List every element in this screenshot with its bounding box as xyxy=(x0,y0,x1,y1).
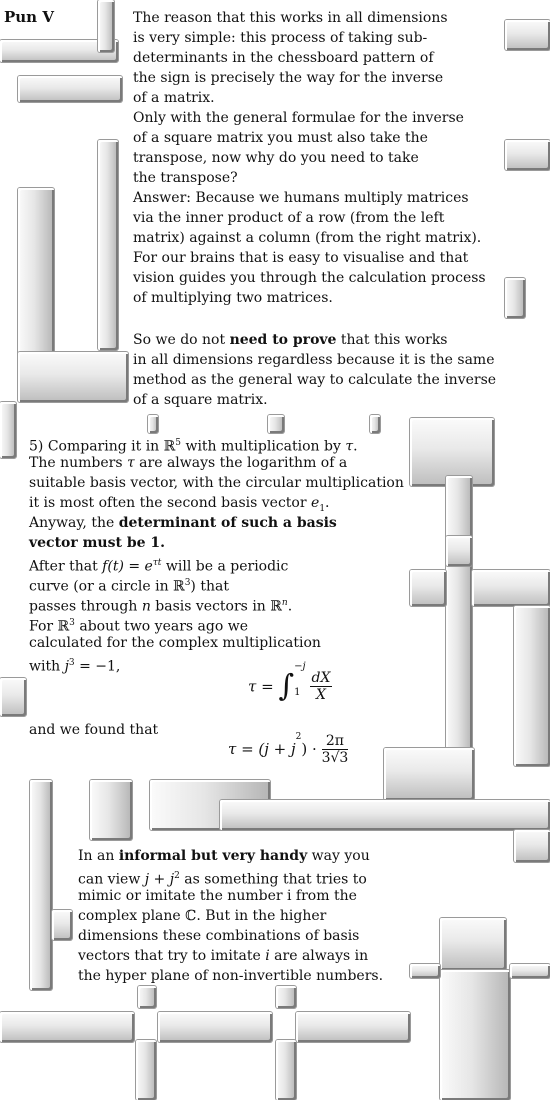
superscript: 5 xyxy=(175,438,182,448)
text-line: via the inner product of a row (from the left xyxy=(133,210,445,226)
fraction-numerator: 2π xyxy=(322,733,349,750)
bevel-bar xyxy=(510,964,550,978)
fraction xyxy=(310,670,333,703)
superscript: n xyxy=(281,598,288,608)
text-fragment: with multiplication by xyxy=(181,438,346,455)
bevel-bar xyxy=(0,1012,134,1042)
text-line xyxy=(29,553,404,573)
text-fragment: . But in the higher xyxy=(196,908,327,924)
text-line: in all dimensions regardless because it is the same xyxy=(133,352,495,368)
bold-phrase: informal but very handy xyxy=(118,848,308,864)
radicand: 3 xyxy=(339,749,349,766)
text-line: the sign is precisely the way for the inverse xyxy=(133,70,444,86)
text-fragment: = −1, xyxy=(74,658,121,675)
bevel-bar xyxy=(220,800,550,830)
text-line xyxy=(133,330,496,350)
equation-lhs: τ = xyxy=(248,677,274,696)
text-line: matrix) against a column (from the right matrix). xyxy=(133,230,482,246)
text-line xyxy=(29,513,404,533)
bevel-bar xyxy=(410,964,440,978)
text-fragment: will be a periodic xyxy=(161,558,289,575)
bevel-bar xyxy=(440,918,506,970)
fraction-numerator: dX xyxy=(311,670,331,686)
bevel-bar xyxy=(136,1040,156,1100)
math-symbol: i xyxy=(265,948,270,964)
text-line: determinants in the chessboard pattern of xyxy=(133,50,434,66)
math-symbol: ℂ xyxy=(185,908,197,924)
bevel-bar xyxy=(505,278,525,318)
text-fragment: are always in xyxy=(269,948,369,964)
text-line: dimensions these combinations of basis xyxy=(78,928,360,944)
text-fragment: complex plane xyxy=(78,908,186,924)
paragraph-informal-view xyxy=(78,846,383,986)
text-fragment: So we do not xyxy=(133,332,230,348)
text-fragment: way you xyxy=(307,848,370,864)
text-line xyxy=(29,653,404,673)
math-expression: j + j xyxy=(144,871,175,888)
paragraph-matrix-inverse xyxy=(133,8,486,308)
text-fragment: . xyxy=(325,495,330,511)
bevel-bar xyxy=(440,970,510,1100)
bold-phrase: vector must be 1. xyxy=(29,535,166,551)
text-fragment: that this works xyxy=(336,332,448,348)
text-line: of a square matrix. xyxy=(133,392,268,408)
text-fragment: with xyxy=(29,658,65,675)
text-line: transpose, now why do you need to take xyxy=(133,150,419,166)
text-line: mimic or imitate the number i from the xyxy=(78,888,357,904)
bevel-bar xyxy=(514,830,550,862)
bevel-bar xyxy=(90,780,132,840)
text-fragment: it is most often the second basis vector xyxy=(29,495,312,511)
superscript: 3 xyxy=(69,618,75,628)
math-symbol: ℝ xyxy=(57,618,70,635)
bevel-bar xyxy=(18,76,122,102)
denominator-radical: 3√ xyxy=(321,749,340,766)
text-fragment: about two years ago we xyxy=(74,618,248,635)
text-line: vision guides you through the calculation process xyxy=(133,270,486,286)
text-line: For our brains that is easy to visualise and that xyxy=(133,250,469,266)
text-fragment: After that xyxy=(29,558,103,575)
bevel-bar xyxy=(158,1012,272,1042)
superscript: 2 xyxy=(174,871,180,881)
text-line: is very simple: this process of taking sub- xyxy=(133,30,428,46)
text-line: calculated for the complex multiplication xyxy=(29,635,321,651)
bold-phrase: need to prove xyxy=(229,332,337,348)
text-fragment: basis vectors in xyxy=(150,598,271,615)
text-fragment: ) that xyxy=(190,578,229,595)
equation-lhs: τ = (j + j xyxy=(228,740,296,758)
bevel-bar xyxy=(18,352,128,402)
text-line xyxy=(29,593,404,613)
text-fragment: . xyxy=(287,598,293,615)
bevel-bar xyxy=(276,986,296,1008)
text-line: Answer: Because we humans multiply matrices xyxy=(133,190,469,206)
text-line xyxy=(29,493,404,513)
text-fragment: can view xyxy=(78,871,145,888)
text-line: the transpose? xyxy=(133,170,238,186)
text-line xyxy=(78,906,383,926)
bevel-bar xyxy=(296,1012,410,1042)
bevel-bar xyxy=(268,415,284,433)
bevel-bar xyxy=(505,20,550,50)
bevel-bar xyxy=(0,402,16,458)
bevel-bar xyxy=(98,0,114,52)
bevel-bar xyxy=(514,606,550,766)
text-found-that: and we found that xyxy=(29,722,159,738)
text-line: of multiplying two matrices. xyxy=(133,290,333,306)
text-line: The reason that this works in all dimensions xyxy=(133,10,448,26)
text-fragment: For xyxy=(29,618,58,635)
text-fragment: curve (or a circle in xyxy=(29,578,174,595)
math-expression: f(t) = e xyxy=(102,558,153,575)
bevel-bar xyxy=(384,748,474,800)
equation-middle: ) · xyxy=(301,740,317,758)
bevel-bar xyxy=(98,140,118,350)
math-symbol: e xyxy=(311,495,320,511)
bevel-bar xyxy=(52,910,72,940)
text-line: method as the general way to calculate the inverse xyxy=(133,372,497,388)
text-line xyxy=(29,453,404,473)
math-symbol: ℝ xyxy=(270,598,282,615)
superscript: 3 xyxy=(184,578,191,588)
equation-tau-integral xyxy=(248,660,332,704)
integral-upper-limit: −j xyxy=(294,660,306,672)
text-line: of a square matrix you must also take the xyxy=(133,130,428,146)
page-title: Pun V xyxy=(4,8,54,26)
text-line xyxy=(29,613,404,633)
math-symbol: j xyxy=(64,658,69,675)
fraction xyxy=(322,733,349,766)
subscript: 1 xyxy=(319,503,326,514)
text-line: of a matrix. xyxy=(133,90,215,106)
superscript: 2 xyxy=(295,732,302,742)
bevel-bar xyxy=(138,986,156,1008)
text-line: Only with the general formulae for the inverse xyxy=(133,110,464,126)
math-symbol: ℝ xyxy=(173,578,185,595)
superscript: 3 xyxy=(68,658,75,668)
math-symbol: n xyxy=(141,598,151,615)
text-fragment: as something that tries to xyxy=(179,871,367,888)
text-line xyxy=(29,433,404,453)
text-fragment: Anyway, the xyxy=(29,515,119,531)
equation-tau-result xyxy=(228,732,348,766)
bevel-bar xyxy=(0,678,26,716)
integral-sign: ∫ xyxy=(278,668,295,704)
text-line xyxy=(78,866,383,886)
text-fragment: are always the logarithm of a xyxy=(134,455,348,471)
text-line xyxy=(78,846,383,866)
text-line: the hyper plane of non-invertible numbers. xyxy=(78,968,384,984)
text-line: suitable basis vector, with the circular multiplication xyxy=(29,475,404,491)
paragraph-no-proof xyxy=(133,330,496,410)
bevel-bar xyxy=(446,536,472,566)
text-fragment: In an xyxy=(78,848,119,864)
text-fragment: 5) Comparing it in xyxy=(29,438,164,455)
math-symbol: ℝ xyxy=(163,438,176,455)
fraction-denominator xyxy=(322,750,349,766)
text-fragment: passes through xyxy=(29,598,142,615)
math-symbol: τ xyxy=(126,455,135,471)
bevel-bar xyxy=(505,140,550,170)
text-line xyxy=(29,533,404,553)
text-fragment: The numbers xyxy=(29,455,127,471)
text-line xyxy=(29,573,404,593)
bevel-bar xyxy=(30,780,52,990)
fraction-denominator: X xyxy=(316,687,326,703)
superscript: τt xyxy=(152,558,162,568)
bevel-bar xyxy=(410,570,446,606)
bevel-bar xyxy=(148,415,158,433)
text-fragment: vectors that try to imitate xyxy=(78,948,266,964)
bevel-bar xyxy=(472,570,550,606)
integral-lower-limit: 1 xyxy=(294,686,301,698)
math-symbol: τ xyxy=(345,438,354,455)
bevel-bar xyxy=(370,415,380,433)
section-5-comparison xyxy=(29,433,404,673)
bold-phrase: determinant of such a basis xyxy=(118,515,337,531)
text-line xyxy=(78,946,383,966)
bevel-bar xyxy=(276,1040,296,1100)
text-fragment: . xyxy=(353,438,358,455)
